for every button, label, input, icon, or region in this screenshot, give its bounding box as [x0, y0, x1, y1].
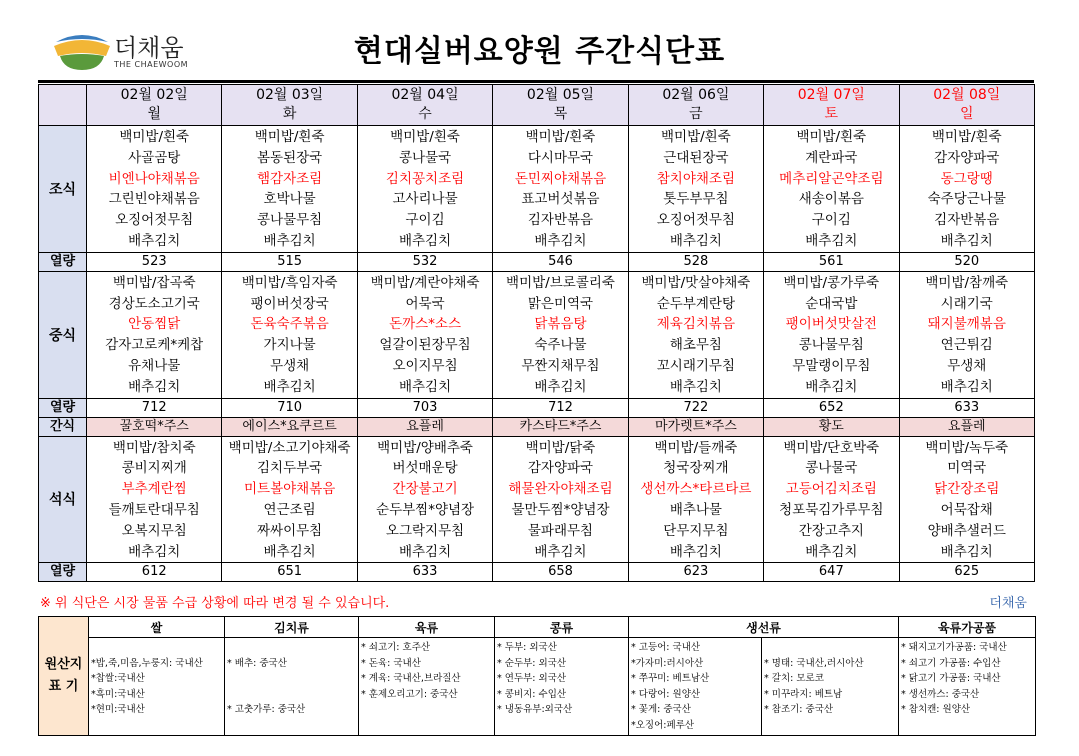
dish-item: 백미밥/흰죽 [119, 129, 190, 145]
dish-item: 무생채 [947, 357, 987, 374]
kcal-value: 633 [357, 563, 492, 582]
dish-item: 배추김치 [669, 378, 722, 395]
day-date: 02월 02일 [120, 87, 188, 103]
day-date: 02월 08일 [933, 87, 1001, 103]
dish-item: 백미밥/흰죽 [525, 129, 596, 145]
dish-item: 안동찜닭 [128, 316, 181, 333]
dish-item: 햄감자조림 [257, 170, 323, 187]
dish-item: 배추김치 [534, 378, 587, 395]
day-header [899, 85, 1034, 126]
kcal-label: 열량 [39, 563, 87, 582]
breakfast-cell [222, 126, 357, 253]
day-header [222, 85, 357, 126]
logo-subtitle: THE CHAEWOOM [114, 60, 189, 69]
dish-item: 닭간장조림 [934, 481, 1000, 498]
kcal-value: 623 [628, 563, 763, 582]
dish-item: 배추김치 [398, 378, 452, 395]
kcal-value: 651 [222, 563, 357, 582]
breakfast-cell [628, 126, 763, 253]
dish-item: 동그랑땡 [940, 170, 993, 187]
dish-item: 백미밥/흰죽 [931, 129, 1002, 145]
meal-label-breakfast: 조식 [39, 126, 87, 253]
dish-item: 구이김 [811, 212, 851, 229]
day-header [764, 85, 899, 126]
origin-fish-a: * 고등어: 국내산 *가자미:러시아산 * 쭈꾸미: 베트남산 * 다랑어: 원양산 * 꽃게: 중국산 *오징어:페루산 [629, 638, 762, 736]
origin-fish-b: * 명태: 국내산,러시아산 * 갈치: 모로코 * 미꾸라지: 베트남 * 참조기: 중국산 [762, 638, 899, 736]
dish-item: 새송이볶음 [798, 191, 864, 208]
dish-item: 백미밥/들깨죽 [654, 439, 738, 456]
day-header [628, 85, 763, 126]
dish-item: 오징어젓무침 [656, 212, 736, 229]
dish-item: 물만두찜*양념장 [511, 501, 610, 518]
dish-item: 백미밥/녹두죽 [925, 439, 1009, 456]
dish-item: 배추김치 [805, 543, 858, 560]
dish-item: 백미밥/소고기야채죽 [228, 439, 351, 456]
origin-header-beans: 콩류 [495, 617, 629, 638]
lunch-cell [222, 271, 357, 398]
dish-item: 감자양파국 [934, 149, 1000, 166]
day-header [493, 85, 628, 126]
dish-item: 어묵국 [405, 295, 445, 312]
day-of-week: 목 [553, 106, 568, 122]
dish-item: 배추김치 [534, 232, 587, 249]
lunch-cell [357, 271, 492, 398]
page-title: 현대실버요양원 주간식단표 [353, 34, 726, 69]
origin-meat: * 쇠고기: 호주산 * 돈육: 국내산 * 계육: 국내산,브라질산 * 훈제오리고기: 중국산 [359, 638, 495, 736]
dish-item: 근대된장국 [663, 149, 729, 166]
dish-item: 백미밥/양배추죽 [377, 439, 473, 456]
dish-item: 생선까스*타르타르 [640, 481, 752, 498]
meal-label-dinner: 석식 [39, 436, 87, 563]
dish-item: 오복지무침 [121, 522, 187, 539]
snack-item: 요플레 [899, 417, 1034, 436]
dish-item: 짜싸이무침 [257, 522, 323, 539]
day-date: 02월 05일 [526, 87, 595, 103]
dish-item: 들깨토란대무침 [108, 501, 200, 518]
meal-label-snack: 간식 [39, 417, 87, 436]
dinner-cell [628, 436, 763, 563]
dish-item: 호박나물 [263, 191, 316, 208]
dish-item: 콩나물국 [398, 149, 452, 166]
kcal-value: 703 [357, 398, 492, 417]
dish-item: 백미밥/흰죽 [661, 129, 731, 145]
snack-item: 꿀호떡*주스 [87, 417, 222, 436]
dish-item: 배추김치 [263, 232, 316, 249]
dish-item: 구이김 [405, 212, 445, 229]
lunch-cell [899, 271, 1034, 398]
dish-item: 백미밥/흑임자죽 [241, 274, 338, 291]
dish-item: 무말랭이무침 [792, 357, 871, 374]
breakfast-cell [357, 126, 492, 253]
kcal-value: 523 [87, 252, 222, 271]
kcal-value: 712 [87, 398, 222, 417]
kcal-value: 515 [222, 252, 357, 271]
dish-item: 순대국밥 [805, 295, 858, 312]
dish-item: 김치두부국 [257, 460, 323, 477]
breakfast-cell [764, 126, 899, 253]
kcal-value: 633 [899, 398, 1034, 417]
dish-item: 백미밥/브로콜리죽 [506, 274, 615, 291]
dish-item: 봄동된장국 [257, 149, 323, 166]
lunch-cell [764, 271, 899, 398]
dish-item: 무짠지채무침 [521, 357, 600, 374]
dish-item: 백미밥/맛살야채죽 [641, 274, 751, 291]
kcal-value: 647 [764, 563, 899, 582]
dish-item: 간장고추지 [798, 522, 864, 539]
breakfast-cell [493, 126, 628, 253]
dish-item: 오징어젓무침 [115, 212, 194, 229]
dish-item: 청국장찌개 [663, 460, 729, 477]
dish-item: 해초무침 [669, 337, 722, 354]
title-rule [38, 80, 1034, 83]
day-of-week: 일 [960, 106, 974, 122]
dish-item: 백미밥/흰죽 [254, 129, 325, 145]
dinner-cell [493, 436, 628, 563]
dish-item: 오그락지무침 [385, 522, 465, 539]
dish-item: 김치꽁치조림 [385, 170, 465, 187]
day-date: 02월 03일 [256, 87, 324, 103]
dish-item: 배추김치 [398, 232, 452, 249]
dish-item: 백미밥/잡곡죽 [112, 274, 196, 291]
breakfast-cell [87, 126, 222, 253]
dish-item: 돈육숙주볶음 [250, 316, 329, 333]
snack-item: 에이스*요쿠르트 [222, 417, 357, 436]
breakfast-cell [899, 126, 1034, 253]
origin-header-kimchi: 김치류 [225, 617, 359, 638]
dish-item: 김자반볶음 [934, 212, 1000, 229]
day-of-week: 토 [824, 106, 839, 122]
dish-item: 배추김치 [398, 543, 452, 560]
dish-item: 부추계란찜 [121, 481, 187, 498]
dish-item: 콩나물국 [805, 460, 858, 477]
logo-name: 더채움 [114, 34, 184, 62]
change-notice: ※ 위 식단은 시장 물품 수급 상황에 따라 변경 될 수 있습니다. [40, 596, 390, 611]
dinner-cell [222, 436, 357, 563]
dish-item: 다시마무국 [527, 149, 594, 166]
dish-item: 단무지무침 [663, 522, 729, 539]
dish-item: 얼갈이된장무침 [379, 337, 471, 354]
lunch-cell [628, 271, 763, 398]
dish-item: 배추김치 [263, 378, 316, 395]
kcal-value: 532 [357, 252, 492, 271]
kcal-value: 561 [764, 252, 899, 271]
kcal-value: 625 [899, 563, 1034, 582]
dish-item: 꼬시래기무침 [656, 357, 736, 374]
dinner-cell [87, 436, 222, 563]
dish-item: 배추김치 [669, 232, 722, 249]
dish-item: 백미밥/닭죽 [525, 439, 596, 456]
dish-item: 가지나물 [263, 337, 316, 354]
dish-item: 메추리알곤약조림 [779, 170, 884, 187]
dish-item: 간장불고기 [392, 481, 458, 498]
lunch-cell [493, 271, 628, 398]
dish-item: 돼지불깨볶음 [927, 316, 1006, 333]
origin-label: 원산지 표 기 [39, 617, 89, 736]
kcal-value: 658 [493, 563, 628, 582]
dish-item: 배추김치 [263, 543, 316, 560]
kcal-value: 520 [899, 252, 1034, 271]
origin-table [38, 616, 1036, 736]
dish-item: 무생채 [270, 357, 310, 374]
dish-item: 시래기국 [940, 295, 993, 312]
dish-item: 백미밥/단호박죽 [783, 439, 880, 456]
dish-item: 닭볶음탕 [534, 316, 587, 333]
origin-header-rice: 쌀 [89, 617, 225, 638]
dish-item: 양배추샐러드 [927, 522, 1006, 539]
dish-item: 참치야채조림 [656, 170, 736, 187]
origin-header-fish: 생선류 [629, 617, 899, 638]
dish-item: 제육김치볶음 [656, 316, 736, 333]
dish-item: 백미밥/참치죽 [112, 439, 196, 456]
dish-item: 사골곰탕 [128, 149, 181, 166]
dish-item: 김자반볶음 [527, 212, 594, 229]
dinner-cell [899, 436, 1034, 563]
dish-item: 팽이버섯맛살전 [785, 316, 877, 333]
dish-item: 미역국 [947, 460, 987, 477]
dish-item: 유채나물 [128, 357, 181, 374]
dish-item: 배추김치 [669, 543, 722, 560]
dish-item: 그린빈야채볶음 [108, 191, 200, 208]
dish-item: 백미밥/흰죽 [796, 129, 867, 145]
dinner-cell [357, 436, 492, 563]
dish-item: 어묵잡채 [940, 501, 993, 518]
dish-item: 백미밥/흰죽 [390, 129, 460, 145]
day-of-week: 화 [282, 106, 297, 122]
snack-item: 요플레 [357, 417, 492, 436]
dish-item: 돈까스*소스 [389, 316, 462, 333]
dish-item: 고등어김치조림 [785, 481, 877, 498]
dish-item: 연근조림 [263, 501, 316, 518]
brand-name: 더채움 [989, 596, 1027, 611]
dish-item: 백미밥/콩가루죽 [783, 274, 880, 291]
origin-kimchi: * 배추: 중국산 * 고춧가루: 중국산 [225, 638, 359, 736]
origin-beans: * 두부: 외국산 * 순두부: 외국산 * 연두부: 외국산 * 콩비지: 수입산 * 냉동유부:외국산 [495, 638, 629, 736]
kcal-value: 612 [87, 563, 222, 582]
dish-item: 감자고로케*케찹 [105, 337, 204, 354]
dish-item: 순두부계란탕 [656, 295, 736, 312]
origin-processed: * 돼지고기가공품: 국내산 * 쇠고기 가공품: 수입산 * 닭고기 가공품: 국내산 * 생선까스: 중국산 * 참치캔: 원양산 [899, 638, 1036, 736]
day-header [87, 85, 222, 126]
dish-item: 배추김치 [128, 378, 181, 395]
weekly-menu-table [38, 84, 1035, 582]
day-of-week: 월 [147, 106, 161, 122]
dish-item: 해물완자야채조림 [508, 481, 613, 498]
dish-item: 순두부찜*양념장 [376, 501, 475, 518]
kcal-value: 652 [764, 398, 899, 417]
dish-item: 콩나물무침 [257, 212, 323, 229]
kcal-value: 546 [493, 252, 628, 271]
kcal-value: 710 [222, 398, 357, 417]
corner-cell [39, 85, 87, 126]
dish-item: 숙주당근나물 [927, 191, 1006, 208]
dish-item: 고사리나물 [392, 191, 458, 208]
dish-item: 돈민찌야채볶음 [514, 170, 607, 187]
snack-item: 카스타드*주스 [493, 417, 628, 436]
dish-item: 백미밥/참깨죽 [925, 274, 1009, 291]
dish-item: 콩비지찌개 [121, 460, 187, 477]
kcal-value: 712 [493, 398, 628, 417]
meal-label-lunch: 중식 [39, 271, 87, 398]
snack-item: 황도 [764, 417, 899, 436]
dish-item: 백미밥/계란야채죽 [370, 274, 480, 291]
dish-item: 비엔나야채볶음 [108, 170, 200, 187]
dish-item: 맑은미역국 [527, 295, 594, 312]
snack-item: 마가렛트*주스 [628, 417, 763, 436]
dinner-cell [764, 436, 899, 563]
dish-item: 미트볼야채볶음 [243, 481, 336, 498]
dish-item: 경상도소고기국 [108, 295, 200, 312]
kcal-label: 열량 [39, 398, 87, 417]
dish-item: 콩나물무침 [798, 337, 864, 354]
dish-item: 배추김치 [805, 378, 858, 395]
origin-rice: *밥,죽,미음,누룽지: 국내산 *찹쌀:국내산 *흑미:국내산 *현미:국내산 [89, 638, 225, 736]
dish-item: 배추나물 [669, 501, 722, 518]
dish-item: 연근튀김 [940, 337, 993, 354]
dish-item: 배추김치 [940, 378, 993, 395]
dish-item: 버섯매운탕 [392, 460, 458, 477]
origin-header-processed: 육류가공품 [899, 617, 1036, 638]
dish-item: 배추김치 [940, 232, 993, 249]
dish-item: 청포묵김가루무침 [779, 501, 884, 518]
day-of-week: 수 [418, 106, 432, 122]
dish-item: 물파래무침 [527, 522, 594, 539]
dish-item: 팽이버섯장국 [250, 295, 329, 312]
day-header [357, 85, 492, 126]
dish-item: 오이지무침 [392, 357, 458, 374]
day-date: 02월 04일 [391, 87, 459, 103]
dish-item: 톳두부무침 [663, 191, 729, 208]
kcal-value: 528 [628, 252, 763, 271]
lunch-cell [87, 271, 222, 398]
dish-item: 배추김치 [128, 232, 181, 249]
origin-header-meat: 육류 [359, 617, 495, 638]
dish-item: 감자양파국 [527, 460, 594, 477]
day-date: 02월 06일 [662, 87, 730, 103]
dish-item: 배추김치 [805, 232, 858, 249]
dish-item: 배추김치 [128, 543, 181, 560]
day-of-week: 금 [689, 106, 703, 122]
dish-item: 숙주나물 [534, 337, 587, 354]
dish-item: 배추김치 [940, 543, 993, 560]
dish-item: 배추김치 [534, 543, 587, 560]
dish-item: 표고버섯볶음 [521, 191, 600, 208]
dish-item: 계란파국 [805, 149, 858, 166]
kcal-label: 열량 [39, 252, 87, 271]
day-date: 02월 07일 [797, 87, 865, 103]
kcal-value: 722 [628, 398, 763, 417]
